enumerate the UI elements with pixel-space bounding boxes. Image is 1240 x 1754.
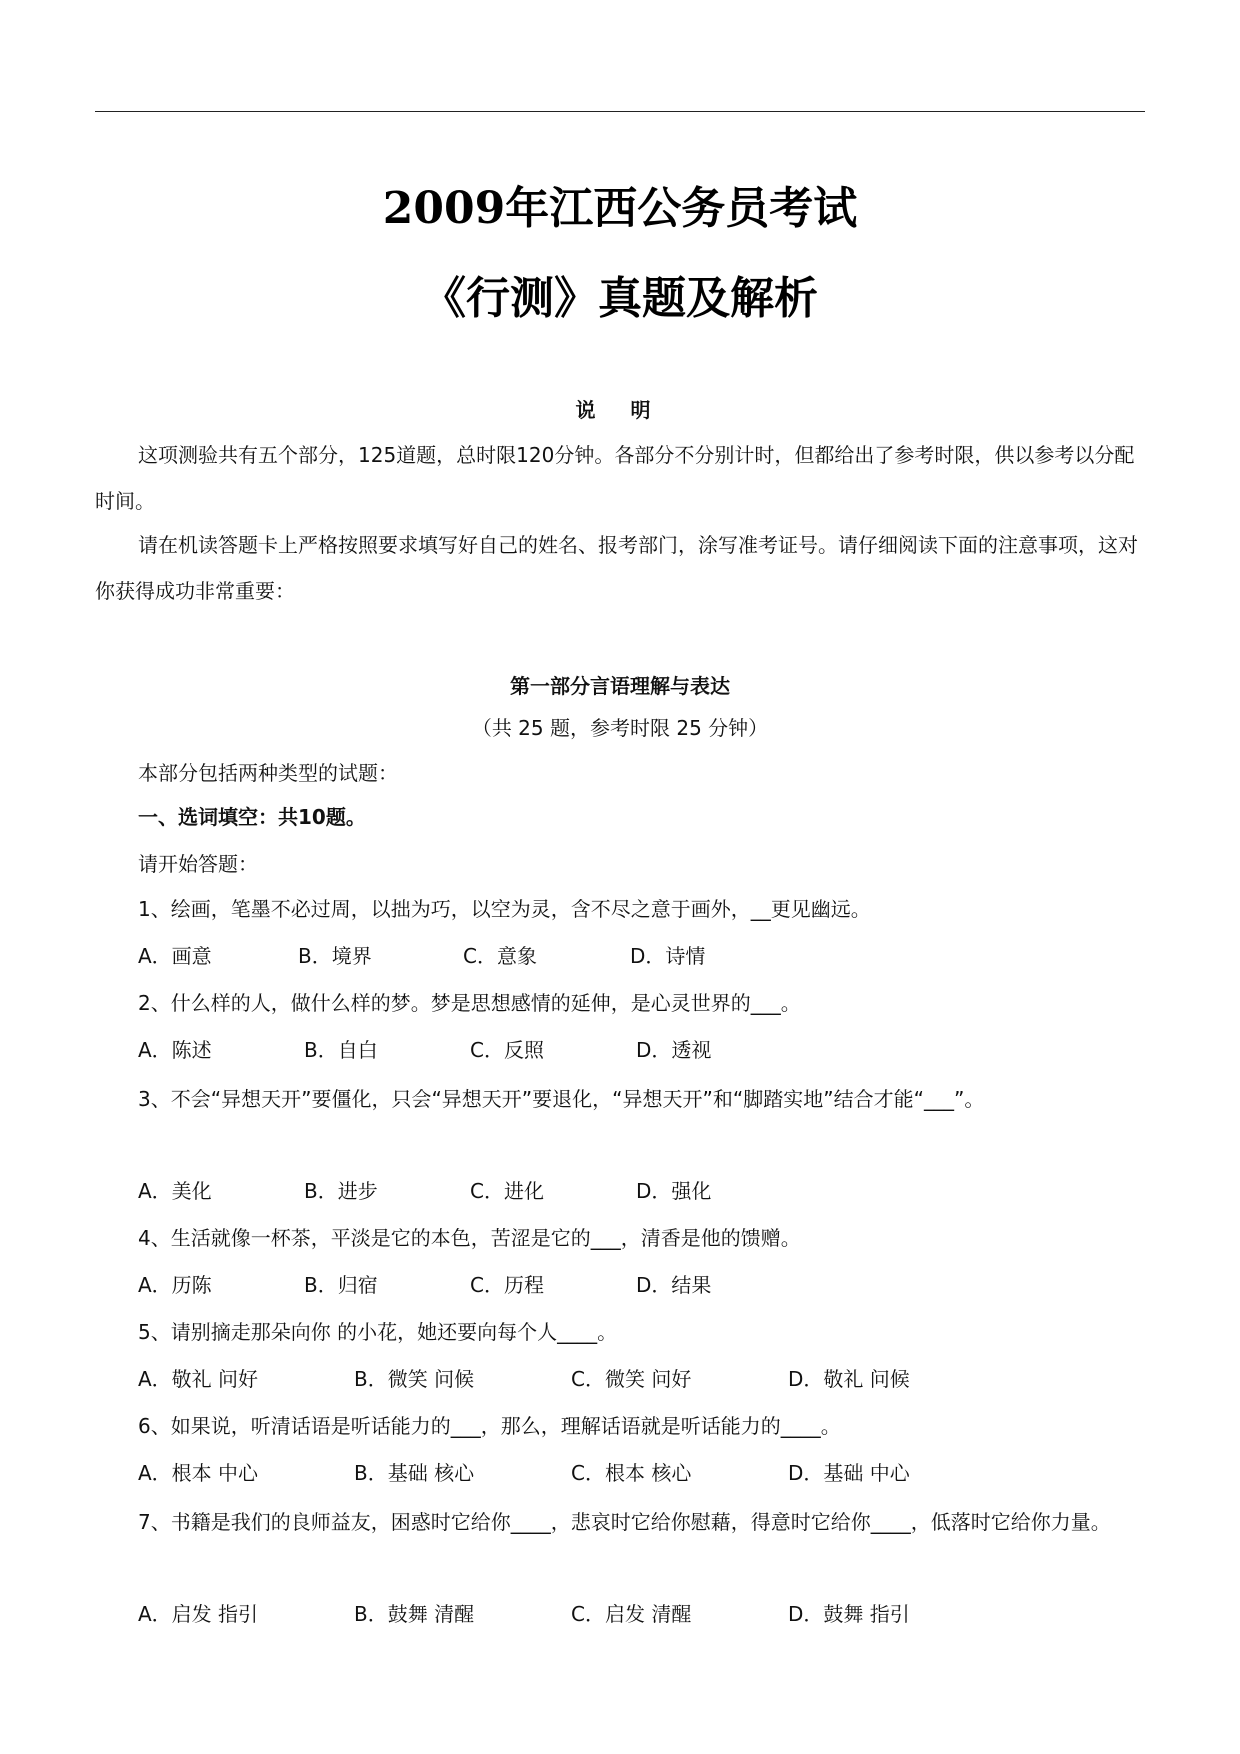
option-b: B．境界 — [298, 944, 372, 968]
header-rule — [95, 111, 1145, 112]
option-c: C．根本 核心 — [571, 1461, 692, 1485]
option-a: A．历陈 — [138, 1273, 212, 1297]
instructions-heading: 说 明 — [575, 398, 665, 422]
document-subtitle: 《行测》真题及解析 — [422, 273, 818, 324]
option-d: D．诗情 — [630, 944, 706, 968]
intro-paragraph-1: 这项测验共有五个部分，125道题，总时限120分钟。各部分不分别计时，但都给出了参考时限，供以参考以分配时间。 — [95, 443, 1135, 513]
option-d: D．鼓舞 指引 — [788, 1602, 910, 1626]
option-d: D．透视 — [636, 1038, 712, 1062]
option-a: A．启发 指引 — [138, 1602, 259, 1626]
option-a: A．画意 — [138, 944, 212, 968]
option-b: B．归宿 — [304, 1273, 378, 1297]
option-b: B．基础 核心 — [354, 1461, 475, 1485]
question-2: 2、什么样的人，做什么样的梦。梦是思想感情的延伸，是心灵世界的___。 — [138, 991, 801, 1015]
option-c: C．启发 清醒 — [571, 1602, 692, 1626]
option-c: C．反照 — [470, 1038, 544, 1062]
section-title: 一、选词填空：共10题。 — [138, 805, 366, 829]
option-c: C．历程 — [470, 1273, 544, 1297]
option-a: A．陈述 — [138, 1038, 212, 1062]
option-a: A．敬礼 问好 — [138, 1367, 259, 1391]
question-7: 7、书籍是我们的良师益友，困惑时它给你____，悲哀时它给你慰藉，得意时它给你____，低落时它给你力量。 — [138, 1510, 1111, 1534]
option-c: C．进化 — [470, 1179, 544, 1203]
question-1: 1、绘画，笔墨不必过周，以拙为巧，以空为灵，含不尽之意于画外，__更见幽远。 — [138, 897, 871, 921]
option-c: C．微笑 问好 — [571, 1367, 692, 1391]
option-b: B．自白 — [304, 1038, 378, 1062]
option-a: A．根本 中心 — [138, 1461, 259, 1485]
option-d: D．结果 — [636, 1273, 712, 1297]
option-a: A．美化 — [138, 1179, 212, 1203]
option-c: C．意象 — [463, 944, 537, 968]
intro-paragraph-2: 请在机读答题卡上严格按照要求填写好自己的姓名、报考部门，涂写准考证号。请仔细阅读下面的注意事项，这对你获得成功非常重要： — [95, 533, 1138, 603]
option-d: D．强化 — [636, 1179, 712, 1203]
option-b: B．进步 — [304, 1179, 378, 1203]
part-title: 第一部分言语理解与表达 — [510, 674, 730, 698]
part-description: 本部分包括两种类型的试题： — [138, 761, 398, 785]
option-b: B．鼓舞 清醒 — [354, 1602, 475, 1626]
start-instruction: 请开始答题： — [138, 852, 258, 876]
option-d: D．敬礼 问候 — [788, 1367, 910, 1391]
option-d: D．基础 中心 — [788, 1461, 910, 1485]
part-subtitle: （共 25 题，参考时限 25 分钟） — [471, 716, 769, 740]
document-title: 2009年江西公务员考试 — [382, 183, 858, 234]
option-b: B．微笑 问候 — [354, 1367, 475, 1391]
question-4: 4、生活就像一杯茶，平淡是它的本色，苦涩是它的___，清香是他的馈赠。 — [138, 1226, 801, 1250]
question-3: 3、不会“异想天开”要僵化，只会“异想天开”要退化，“异想天开”和“脚踏实地”结合才能“___”。 — [138, 1087, 985, 1111]
question-5: 5、请别摘走那朵向你 的小花，她还要向每个人____。 — [138, 1320, 618, 1344]
question-6: 6、如果说，听清话语是听话能力的___，那么，理解话语就是听话能力的____。 — [138, 1414, 841, 1438]
